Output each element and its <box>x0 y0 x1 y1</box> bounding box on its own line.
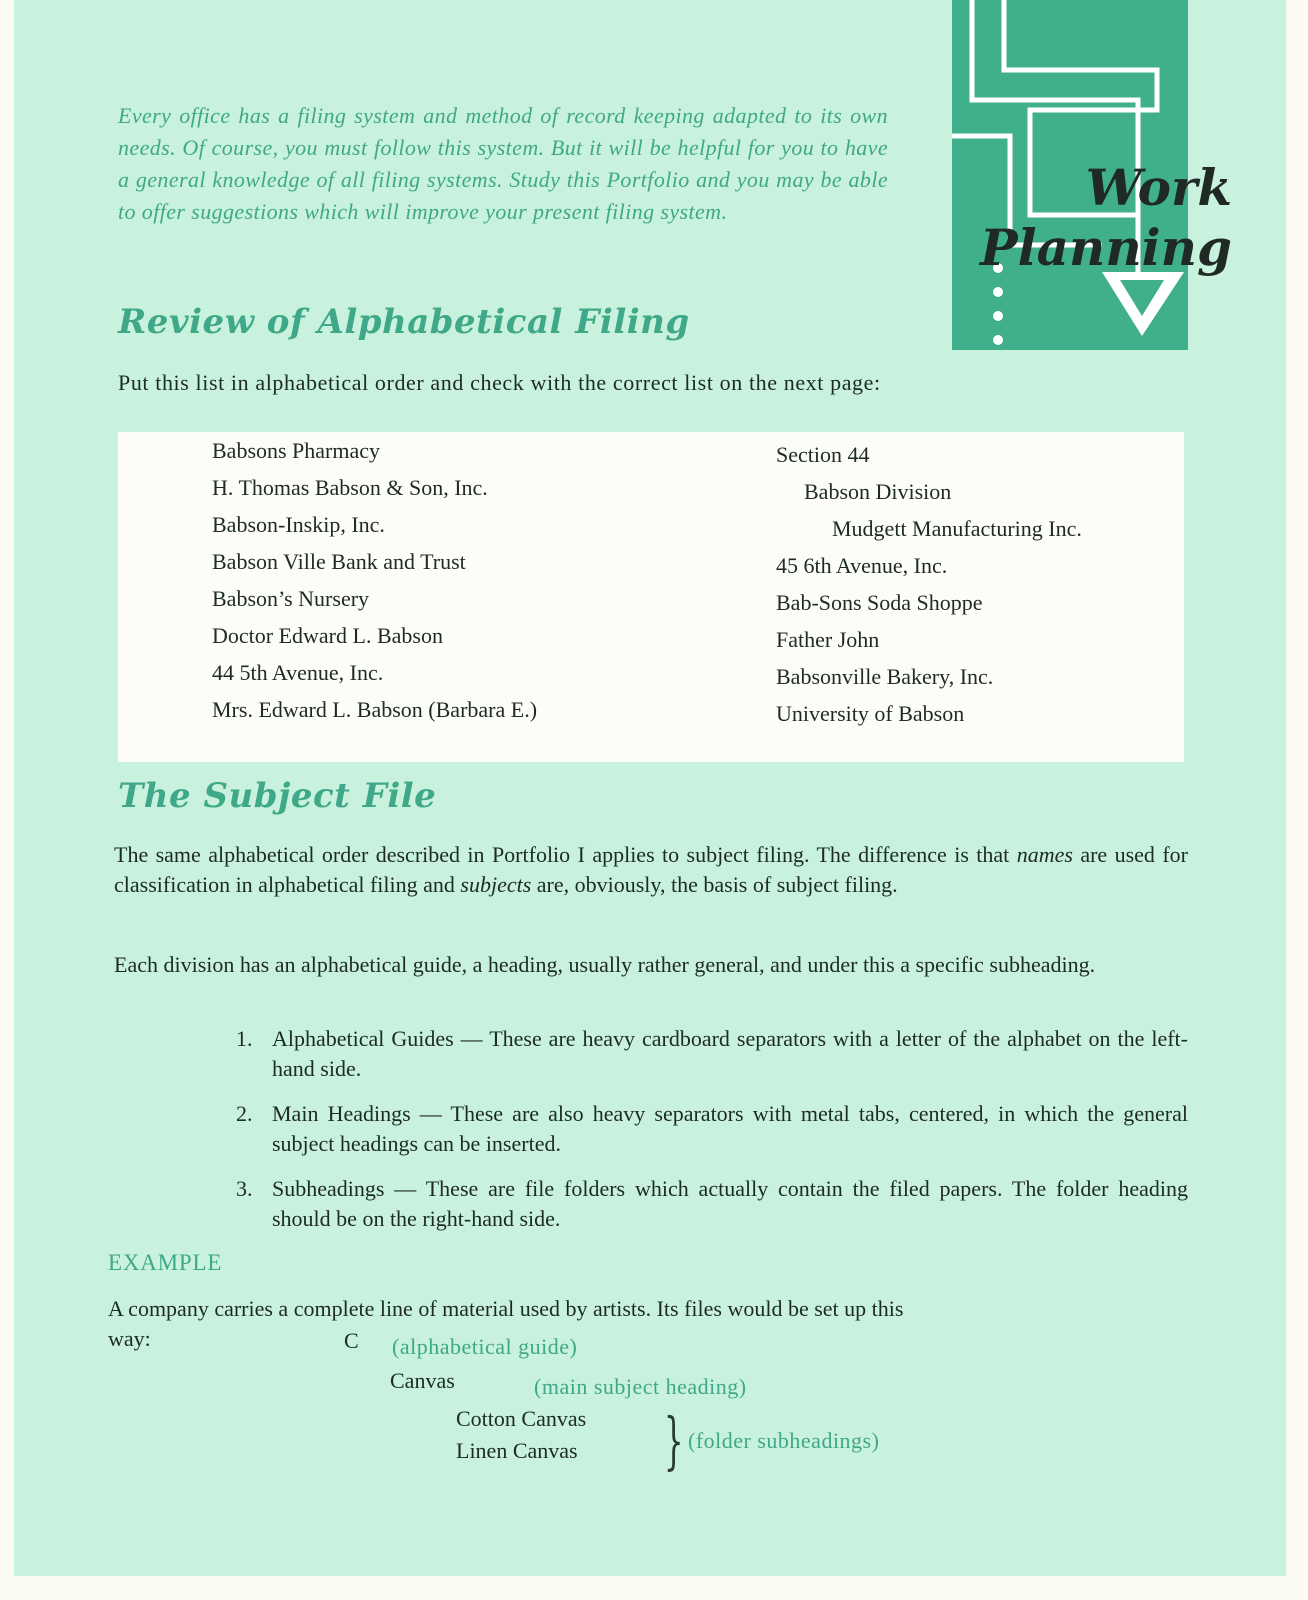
example-guide-note: (alphabetical guide) <box>392 1334 578 1359</box>
emblem-title-line2: Planning <box>979 218 1232 277</box>
list-item <box>236 1024 1188 1084</box>
list-item: Babson Division <box>804 479 952 504</box>
list-item: Mudgett Manufacturing Inc. <box>832 516 1082 541</box>
list-item: Babsons Pharmacy <box>212 438 381 463</box>
subject-heading: The Subject File <box>118 776 437 816</box>
paragraph-text: are, obviously, the basis of subject filing. <box>531 872 898 897</box>
list-item <box>236 1099 1188 1159</box>
list-item: 45 6th Avenue, Inc. <box>776 553 948 578</box>
subject-paragraph-2: Each division has an alphabetical guide, a heading, usually rather general, and under this a specific subheading. <box>114 952 1096 977</box>
list-item: Doctor Edward L. Babson <box>212 623 443 648</box>
paragraph-text: are used for classification in alphabetical filing and <box>114 842 1188 897</box>
list-item: Father John <box>776 627 880 652</box>
list-item: Babson’s Nursery <box>212 586 370 611</box>
emblem-dot-4 <box>993 335 1003 345</box>
emblem-title <box>980 158 1232 278</box>
example-label: EXAMPLE <box>108 1250 223 1275</box>
names-list-right <box>776 436 1082 732</box>
document-page <box>14 0 1286 1576</box>
list-item: Babson-Inskip, Inc. <box>212 512 385 537</box>
list-item: Section 44 <box>776 442 870 467</box>
file-parts-list <box>236 1024 1188 1249</box>
item-text: Alphabetical Guides — These are heavy cardboard separators with a letter of the alphabet on the left-hand side. <box>272 1026 1188 1081</box>
example-intro-line-2: way: <box>108 1326 151 1351</box>
review-instruction: Put this list in alphabetical order and check with the correct list on the next page: <box>118 370 881 395</box>
emblem-dot-3 <box>993 311 1003 321</box>
example-main: Canvas <box>390 1368 455 1393</box>
list-item: H. Thomas Babson & Son, Inc. <box>212 475 488 500</box>
example-guide: C <box>344 1328 359 1353</box>
brace-icon: } <box>663 1404 684 1477</box>
item-number: 1. <box>236 1026 253 1051</box>
emblem-title-line1: Work <box>1085 158 1232 217</box>
list-item: University of Babson <box>776 701 965 726</box>
subject-paragraph-1 <box>114 840 1188 900</box>
emblem-dot-2 <box>993 287 1003 297</box>
names-list-left <box>212 432 537 728</box>
intro-paragraph: Every office has a filing system and method of record keeping adapted to its own needs. Of course, you must follow this system. But it will be helpful for you to have a general knowledge of all filing systems. Study this Portfolio and you may be able to offer suggestions which will improve your present filing system. <box>118 103 888 224</box>
list-item <box>236 1174 1188 1234</box>
list-item: Mrs. Edward L. Babson (Barbara E.) <box>212 697 538 722</box>
example-sub-note: (folder subheadings) <box>688 1428 880 1453</box>
emphasis-names: names <box>1016 842 1073 867</box>
list-item: Bab-Sons Soda Shoppe <box>776 590 983 615</box>
list-item: 44 5th Avenue, Inc. <box>212 660 384 685</box>
example-sub-2: Linen Canvas <box>456 1438 578 1463</box>
list-item: Babson Ville Bank and Trust <box>212 549 466 574</box>
names-list-box <box>118 432 1184 762</box>
list-item: Babsonville Bakery, Inc. <box>776 664 994 689</box>
item-text: Subheadings — These are file folders which actually contain the filed papers. The folder heading should be on the right-hand side. <box>272 1176 1188 1231</box>
example-main-note: (main subject heading) <box>534 1374 747 1399</box>
item-number: 3. <box>236 1176 253 1201</box>
item-number: 2. <box>236 1101 253 1126</box>
example-sub-1: Cotton Canvas <box>456 1406 587 1431</box>
item-text: Main Headings — These are also heavy separators with metal tabs, centered, in which the general subject headings can be inserted. <box>272 1101 1188 1156</box>
review-heading: Review of Alphabetical Filing <box>118 302 690 342</box>
emphasis-subjects: subjects <box>460 872 532 897</box>
paragraph-text: The same alphabetical order described in Portfolio I applies to subject filing. The difference is that <box>114 842 1017 867</box>
example-intro-line-1: A company carries a complete line of material used by artists. Its files would be set up this <box>108 1296 904 1321</box>
